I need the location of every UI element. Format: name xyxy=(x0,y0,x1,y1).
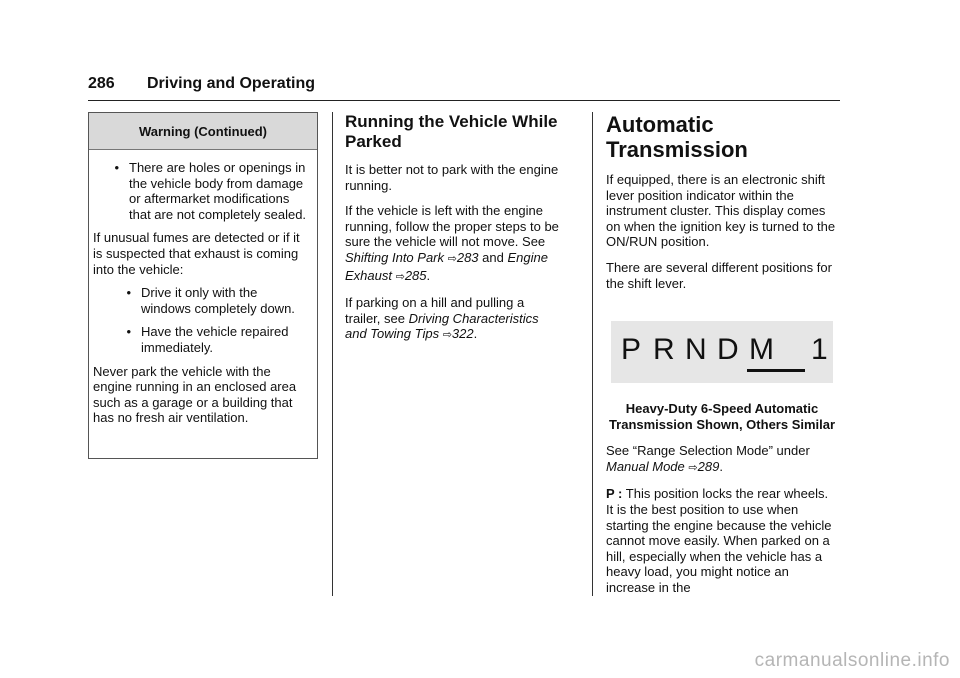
position-label: P : xyxy=(606,486,623,502)
page-header xyxy=(88,72,840,101)
gear-selection-underline xyxy=(747,369,805,372)
paragraph: P : This position locks the rear wheels. It is the best position to use when starting the engine because the vehicle cannot move easily. When parked on a hill, especially when the vehicle has a heavy load, you might notice an increase in the xyxy=(606,486,832,595)
paragraph: If the vehicle is left with the engine running, follow the proper steps to be sure the vehicle will not move. See Shifting Into Park ⇨283 and Engine Exhaust ⇨285. xyxy=(345,203,559,283)
figure-caption: Heavy-Duty 6-Speed Automatic Transmission Shown, Others Similar xyxy=(608,401,836,433)
gear-indicator-m: M xyxy=(749,333,774,367)
cross-reference-link[interactable]: Manual Mode xyxy=(606,458,685,474)
paragraph: See “Range Selection Mode” under Manual Mode ⇨289. xyxy=(606,443,810,474)
gear-number-indicator: 1 xyxy=(811,333,828,367)
paragraph: If parking on a hill and pulling a trailer, see Driving Characteristics and Towing Tips ⇨322. xyxy=(345,295,539,342)
section-heading-running-parked: Running the Vehicle While Parked xyxy=(345,112,558,151)
page-reference[interactable]: 285 xyxy=(404,267,427,283)
bullet-marker: • xyxy=(114,160,119,175)
bullet-text: Have the vehicle repaired immediately. xyxy=(141,324,289,355)
warning-closing: Never park the vehicle with the engine running in an enclosed area such as a garage or a building that has no fresh air ventilation. xyxy=(93,363,297,426)
warning-bullet xyxy=(93,285,309,316)
paragraph: There are several different positions for the shift lever. xyxy=(606,259,832,291)
page-reference[interactable]: 283 xyxy=(456,249,479,265)
gear-indicator-n: N xyxy=(685,333,707,367)
cross-reference-link[interactable]: Engine Exhaust xyxy=(345,249,548,283)
cross-reference-link[interactable]: Shifting Into Park xyxy=(345,249,444,265)
warning-bullet xyxy=(93,160,309,222)
gear-indicator-d: D xyxy=(717,333,739,367)
section-heading-automatic-transmission: Automatic Transmission xyxy=(606,112,748,162)
paragraph: It is better not to park with the engine running. xyxy=(345,162,559,193)
page-section-title: Driving and Operating xyxy=(147,75,316,92)
page-number: 286 xyxy=(88,75,115,92)
page-reference[interactable]: 289 xyxy=(697,458,720,474)
column-automatic-transmission xyxy=(606,112,838,606)
watermark: carmanualsonline.info xyxy=(754,650,950,671)
shift-indicator-display xyxy=(611,321,833,383)
warning-box xyxy=(88,112,318,459)
page-arrow-icon: ⇨ xyxy=(688,461,698,474)
column-running-parked xyxy=(345,112,563,354)
warning-intro: If unusual fumes are detected or if it is suspected that exhaust is coming into the vehicle: xyxy=(93,230,300,277)
cross-reference-link[interactable]: Driving Characteristics and Towing Tips xyxy=(345,310,539,342)
column-divider xyxy=(592,112,593,596)
page-arrow-icon: ⇨ xyxy=(395,270,405,283)
bullet-marker: • xyxy=(126,324,131,340)
column-divider xyxy=(332,112,333,596)
warning-heading: Warning (Continued) xyxy=(89,113,317,150)
page-reference[interactable]: 322 xyxy=(451,326,474,342)
bullet-marker: • xyxy=(126,285,131,301)
page-arrow-icon: ⇨ xyxy=(447,252,457,265)
gear-indicator-p: P xyxy=(621,333,642,367)
paragraph: If equipped, there is an electronic shift lever position indicator within the instrument cluster. This display comes on when the ignition key is turned to the ON/RUN position. xyxy=(606,172,836,250)
bullet-text: Drive it only with the windows completely down. xyxy=(141,285,295,316)
warning-bullet xyxy=(93,324,309,355)
warning-body xyxy=(89,150,317,426)
gear-indicator-r: R xyxy=(653,333,675,367)
bullet-text: There are holes or openings in the vehicle body from damage or aftermarket modifications that are not completely sealed. xyxy=(129,160,307,222)
page-arrow-icon: ⇨ xyxy=(442,329,452,342)
